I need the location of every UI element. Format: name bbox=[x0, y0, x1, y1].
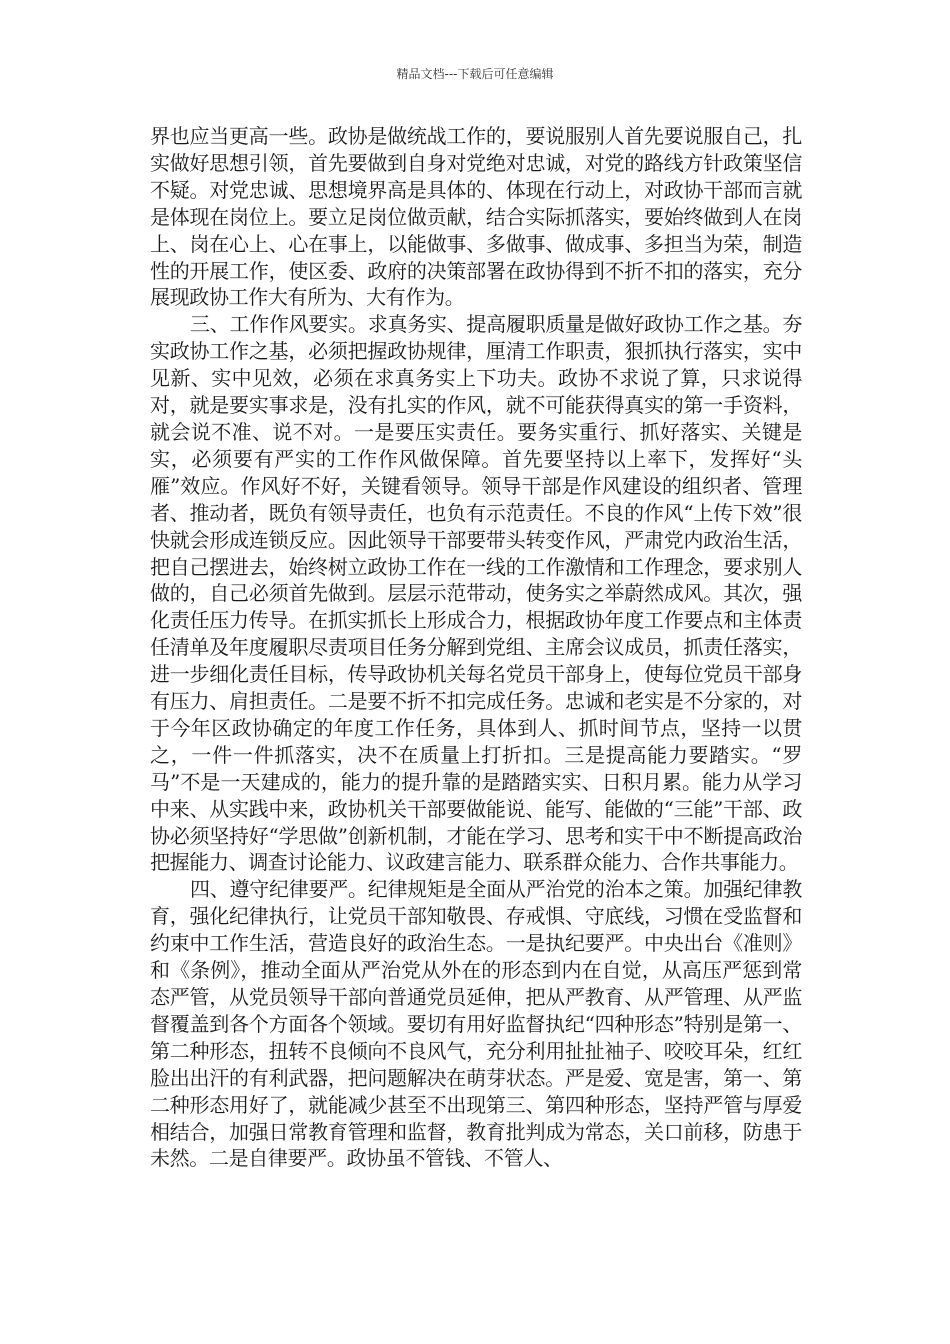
page-header: 精品文档---下载后可任意编辑 bbox=[396, 67, 554, 81]
paragraph-3: 四、遵守纪律要严。纪律规矩是全面从严治党的治本之策。加强纪律教育，强化纪律执行，让党员干部知敬畏、存戒惧、守底线，习惯在受监督和约束中工作生活，营造良好的政治生态。一是执纪要严。中央出台《准则》和《条例》，推动全面从严治党从外在的形态到内在自觉，从高压严惩到常态严管，从党员领导干部向普通党员延伸，把从严教育、从严管理、从严监督覆盖到各个方面各个领域。要切有用好监督执纪“四种形态”特别是第一、第二种形态，扭转不良倾向不良风气，充分利用扯扯袖子、咬咬耳朵，红红脸出出汗的有利武器，把问题解决在萌芽状态。严是爱、宽是害，第一、第二种形态用好了，就能减少甚至不出现第三、第四种形态，坚持严管与厚爱相结合，加强日常教育管理和监督，教育批判成为常态，关口前移，防患于未然。二是自律要严。政协虽不管钱、不管人、 bbox=[150, 877, 802, 1171]
paragraph-1: 界也应当更高一些。政协是做统战工作的，要说服别人首先要说服自己，扎实做好思想引领，首先要做到自身对党绝对忠诚，对党的路线方针政策坚信不疑。对党忠诚、思想境界高是具体的、体现在行动上，对政协干部而言就是体现在岗位上。要立足岗位做贡献，结合实际抓落实，要始终做到人在岗上、岗在心上、心在事上，以能做事、多做事、做成事、多担当为荣，制造性的开展工作，使区委、政府的决策部署在政协得到不折不扣的落实，充分展现政协工作大有所为、大有作为。 bbox=[150, 124, 802, 310]
paragraph-2: 三、工作作风要实。求真务实、提高履职质量是做好政协工作之基。夯实政协工作之基，必须把握政协规律，厘清工作职责，狠抓执行落实，实中见新、实中见效，必须在求真务实上下功夫。政协不求说了算，只求说得对，就是要实事求是，没有扎实的作风，就不可能获得真实的第一手资料，就会说不准、说不对。一是要压实责任。要务实重行、抓好落实、关键是实，必须要有严实的工作作风做保障。首先要坚持以上率下，发挥好“头雁”效应。作风好不好，关键看领导。领导干部是作风建设的组织者、管理者、推动者，既负有领导责任，也负有示范责任。不良的作风“上传下效”很快就会形成连锁反应。因此领导干部要带头转变作风，严肃党内政治生活，把自己摆进去，始终树立政协工作在一线的工作激情和工作理念，要求别人做的，自己必须首先做到。层层示范带动，使务实之举蔚然成风。其次，强化责任压力传导。在抓实抓长上形成合力，根据政协年度工作要点和主体责任清单及年度履职尽责项目任务分解到党组、主席会议成员，抓责任落实，进一步细化责任目标，传导政协机关每名党员干部身上，使每位党员干部身有压力、肩担责任。二是要不折不扣完成任务。忠诚和老实是不分家的，对于今年区政协确定的年度工作任务，具体到人、抓时间节点，坚持一以贯之，一件一件抓落实，决不在质量上打折扣。三是提高能力要踏实。“罗马”不是一天建成的，能力的提升靠的是踏踏实实、日积月累。能力从学习中来、从实践中来，政协机关干部要做能说、能写、能做的“三能”干部、政协必须坚持好“学思做”创新机制，才能在学习、思考和实干中不断提高政治把握能力、调查讨论能力、议政建言能力、联系群众能力、合作共事能力。 bbox=[150, 312, 802, 875]
document-body bbox=[150, 123, 802, 1172]
